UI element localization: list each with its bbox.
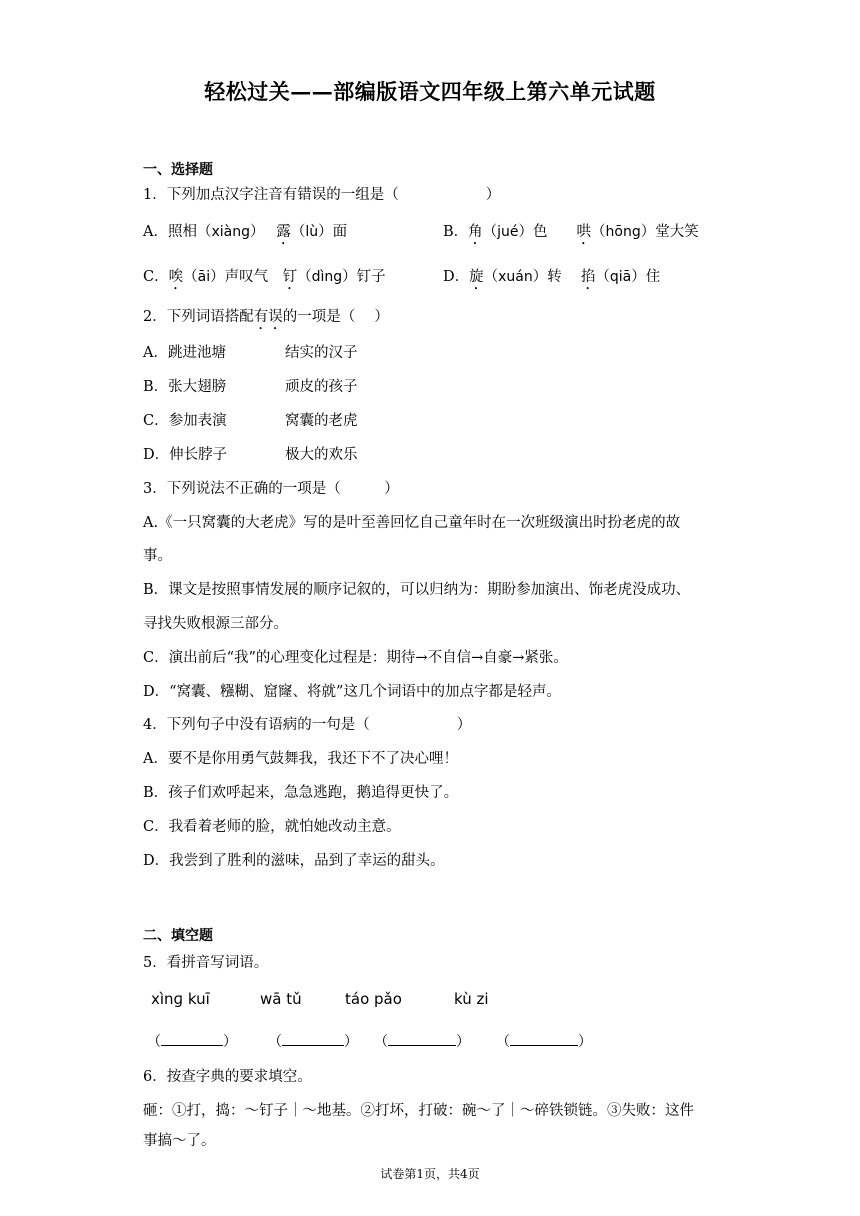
question-6-definition-line2: 事搞～了。 bbox=[143, 1133, 216, 1149]
question-2-option-d-right: 极大的欢乐 bbox=[285, 447, 358, 463]
question-3-option-c: C．演出前后“我”的心理变化过程是：期待→不自信→自豪→紧张。 bbox=[143, 650, 568, 666]
question-1-option-b: B．角（jué）色 哄（hōng）堂大笑 bbox=[443, 224, 699, 240]
answer-blank-1[interactable]: （ ） bbox=[147, 1031, 237, 1051]
question-4-option-d: D．我尝到了胜利的滋味，品到了幸运的甜头。 bbox=[143, 853, 445, 869]
pinyin-2: wā tǔ bbox=[260, 990, 302, 1008]
answer-blank-3[interactable]: （ ） bbox=[374, 1031, 470, 1051]
question-4-stem: 4．下列句子中没有语病的一句是（ ） bbox=[143, 717, 472, 733]
pinyin-1: xìnɡ kuī bbox=[151, 990, 210, 1008]
question-1-option-c: C．唉（āi）声叹气 钉（dìng）钉子 bbox=[143, 269, 386, 285]
page-footer: 试卷第1页，共4页 bbox=[380, 1167, 480, 1181]
section-heading-choice: 一、选择题 bbox=[143, 162, 213, 178]
question-6-definition-line1: 砸：①打，捣：～钉子｜～地基。②打坏，打破：碗～了｜～碎铁锁链。③失败：这件 bbox=[143, 1103, 694, 1119]
question-2-option-c-left: C．参加表演 bbox=[143, 413, 227, 429]
question-1-option-d: D．旋（xuán）转 掐（qiā）住 bbox=[443, 269, 661, 285]
section-heading-fill: 二、填空题 bbox=[143, 928, 213, 944]
question-3-option-a-line2: 事。 bbox=[143, 548, 172, 564]
answer-blank-4[interactable]: （ ） bbox=[496, 1031, 592, 1051]
question-3-option-b-line1: B．课文是按照事情发展的顺序记叙的，可以归纳为：期盼参加演出、饰老虎没成功、 bbox=[143, 582, 691, 598]
question-3-option-b-line2: 寻找失败根源三部分。 bbox=[143, 616, 288, 632]
question-2-option-b-right: 顽皮的孩子 bbox=[285, 379, 358, 395]
question-2-option-a-left: A．跳进池塘 bbox=[143, 345, 226, 361]
pinyin-3: táo pǎo bbox=[345, 990, 402, 1008]
question-2-option-b-left: B．张大翅膀 bbox=[143, 379, 227, 395]
question-5-stem: 5．看拼音写词语。 bbox=[143, 955, 269, 971]
question-1-stem: 1．下列加点汉字注音有错误的一组是（ ） bbox=[143, 187, 501, 203]
question-2-option-a-right: 结实的汉子 bbox=[285, 345, 358, 361]
question-1-option-a: A．照相（xiàng） 露（lù）面 bbox=[143, 224, 348, 240]
question-4-option-b: B．孩子们欢呼起来，急急逃跑，鹅追得更快了。 bbox=[143, 785, 459, 801]
page-title: 轻松过关——部编版语文四年级上第六单元试题 bbox=[204, 79, 656, 104]
question-4-option-c: C．我看着老师的脸，就怕她改动主意。 bbox=[143, 819, 401, 835]
pinyin-4: kù zi bbox=[454, 990, 489, 1008]
question-6-stem: 6．按查字典的要求填空。 bbox=[143, 1069, 312, 1085]
question-3-option-a-line1: A.《一只窝囊的大老虎》写的是叶至善回忆自己童年时在一次班级演出时扮老虎的故 bbox=[143, 515, 681, 531]
question-3-option-d: D．“窝囊、糨糊、窟窿、将就”这几个词语中的加点字都是轻声。 bbox=[143, 684, 561, 700]
answer-blank-2[interactable]: （ ） bbox=[268, 1031, 358, 1051]
question-2-stem: 2．下列词语搭配有误的一项是（ ） bbox=[143, 309, 389, 325]
question-3-stem: 3．下列说法不正确的一项是（ ） bbox=[143, 481, 399, 497]
question-2-option-d-left: D．伸长脖子 bbox=[143, 447, 228, 463]
question-4-option-a: A．要不是你用勇气鼓舞我，我还下不了决心哩！ bbox=[143, 751, 458, 767]
question-2-option-c-right: 窝囊的老虎 bbox=[285, 413, 358, 429]
